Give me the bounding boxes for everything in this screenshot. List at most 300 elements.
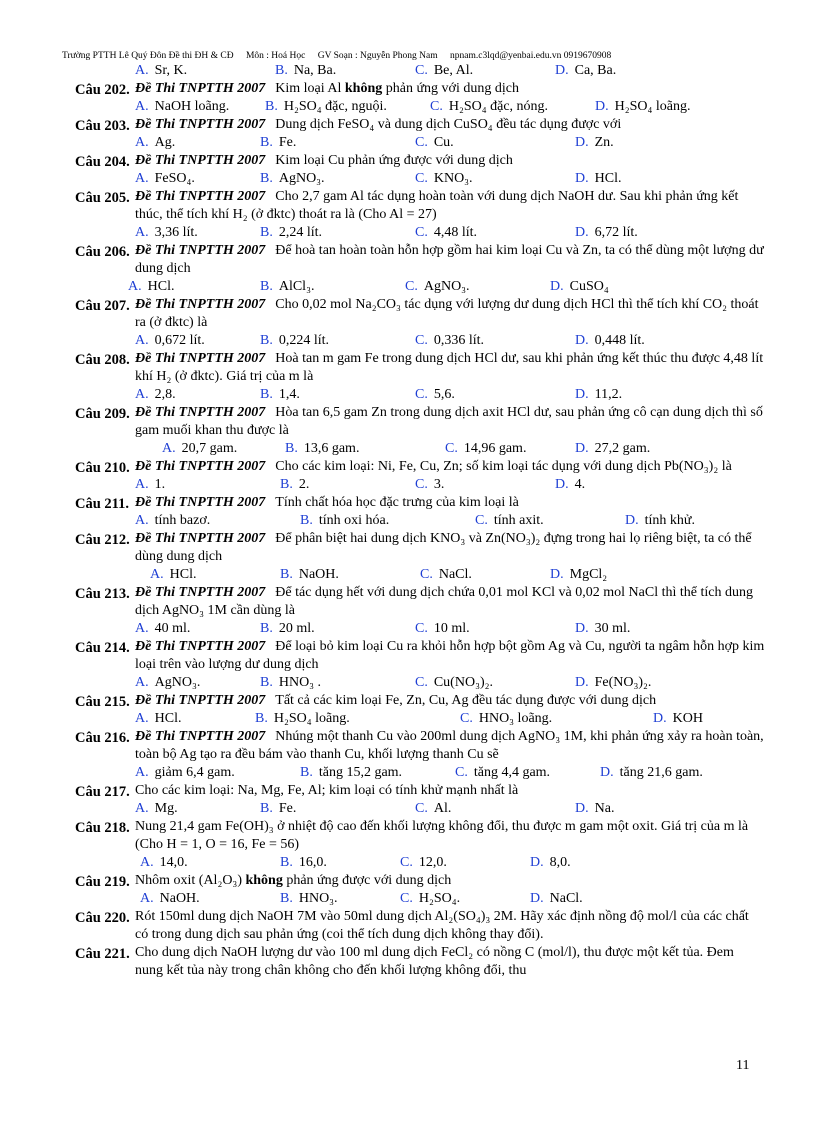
option-d	[575, 440, 650, 458]
option-a	[135, 98, 229, 116]
option-d	[575, 620, 630, 638]
option-letter: B.	[285, 441, 298, 456]
options-row	[135, 854, 765, 872]
option-d	[530, 854, 571, 872]
options-row	[135, 476, 765, 494]
option-text: NaCl.	[438, 567, 472, 582]
option-letter: D.	[575, 171, 589, 186]
option-text: NaOH.	[298, 567, 339, 582]
question-number: Câu 202.	[75, 82, 130, 98]
option-a	[135, 386, 176, 404]
option-a	[162, 440, 237, 458]
question-source: Đề Thi TNPTTH 2007	[135, 81, 266, 96]
option-a	[135, 710, 181, 728]
question-number: Câu 211.	[75, 496, 129, 512]
option-text: 2.	[298, 477, 310, 492]
option-d	[575, 332, 645, 350]
question-number: Câu 215.	[75, 694, 130, 710]
option-d	[575, 674, 651, 692]
option-text: Cu(NO₃)₂.	[433, 675, 493, 690]
option-text: H₂SO₄ loãng.	[273, 711, 350, 726]
question-body: Kim loại Cu phản ứng được với dung dịch	[275, 153, 513, 168]
option-letter: B.	[260, 387, 273, 402]
question-body-post: phản ứng với dung dịch	[385, 81, 519, 96]
question-source: Đề Thi TNPTTH 2007	[135, 153, 266, 168]
option-text: 1.	[154, 477, 166, 492]
option-text: 20 ml.	[278, 621, 315, 636]
option-b	[260, 134, 296, 152]
options-row	[135, 224, 765, 242]
option-letter: D.	[575, 675, 589, 690]
option-text: FeSO₄.	[154, 171, 195, 186]
option-letter: A.	[135, 99, 149, 114]
question-source: Đề Thi TNPTTH 2007	[135, 729, 266, 744]
question-number: Câu 220.	[75, 910, 130, 926]
option-d	[575, 224, 638, 242]
option-text: 40 ml.	[154, 621, 191, 636]
option-d	[625, 512, 695, 530]
option-a	[135, 674, 200, 692]
option-text: tăng 15,2 gam.	[318, 765, 403, 780]
option-letter: A.	[140, 855, 154, 870]
option-c	[460, 710, 552, 728]
question-text	[135, 116, 765, 134]
question-number: Câu 207.	[75, 298, 130, 314]
question-body-pre: Kim loại Al	[275, 81, 342, 96]
question-text	[135, 908, 765, 944]
option-text: MgCl₂	[569, 567, 608, 582]
option-letter: A.	[128, 279, 142, 294]
option-text: HCl.	[147, 279, 175, 294]
option-letter: C.	[415, 387, 428, 402]
question-source: Đề Thi TNPTTH 2007	[135, 531, 266, 546]
option-b	[280, 566, 339, 584]
option-a	[135, 62, 187, 80]
option-letter: A.	[135, 387, 149, 402]
question-body: Để phân biệt hai dung dịch KNO₃ và Zn(NO₃)₂ đựng trong hai lọ riêng biệt, ta có thể dùng dung dịch	[135, 531, 752, 564]
question-source: Đề Thi TNPTTH 2007	[135, 495, 266, 510]
question-text	[135, 350, 765, 386]
option-a	[128, 278, 174, 296]
question-text	[135, 188, 765, 224]
option-text: 16,0.	[298, 855, 327, 870]
option-text: 1,4.	[278, 387, 300, 402]
question-body: Hoà tan m gam Fe trong dung dịch HCl dư, sau khi phản ứng kết thúc thu được 4,48 lít khí H₂ (ở đktc). Giá trị của m là	[135, 351, 764, 384]
option-letter: C.	[455, 765, 468, 780]
question-text	[135, 458, 765, 476]
option-c	[415, 800, 451, 818]
options-row	[135, 134, 765, 152]
question-body-bold: không	[245, 873, 283, 888]
option-text: 2,24 lít.	[278, 225, 323, 240]
options-row	[135, 890, 765, 908]
question-number: Câu 216.	[75, 730, 130, 746]
option-d	[653, 710, 703, 728]
option-text: 8,0.	[549, 855, 571, 870]
question	[75, 188, 765, 242]
option-letter: B.	[260, 279, 273, 294]
option-text: AgNO₃.	[278, 171, 325, 186]
option-text: Fe.	[278, 135, 297, 150]
option-text: Fe.	[278, 801, 297, 816]
option-letter: C.	[445, 441, 458, 456]
option-letter: D.	[575, 387, 589, 402]
question-text	[135, 584, 765, 620]
question-body: Cho các kim loại: Ni, Fe, Cu, Zn; số kim loại tác dụng với dung dịch Pb(NO₃)₂ là	[275, 459, 732, 474]
option-text: 14,0.	[159, 855, 188, 870]
option-c	[415, 674, 493, 692]
option-letter: B.	[275, 63, 288, 78]
question-text	[135, 638, 765, 674]
option-text: 10 ml.	[433, 621, 470, 636]
option-b	[260, 170, 325, 188]
option-letter: C.	[415, 135, 428, 150]
option-text: Mg.	[154, 801, 178, 816]
options-row	[135, 674, 765, 692]
option-text: KNO₃.	[433, 171, 473, 186]
question-source: Đề Thi TNPTTH 2007	[135, 351, 266, 366]
option-c	[455, 764, 550, 782]
option-letter: C.	[415, 225, 428, 240]
option-text: H₂SO₄ đặc, nóng.	[448, 99, 549, 114]
option-text: Zn.	[594, 135, 614, 150]
question	[75, 350, 765, 404]
option-a	[135, 476, 165, 494]
option-d	[575, 170, 621, 188]
option-letter: D.	[555, 477, 569, 492]
option-b	[260, 386, 300, 404]
option-c	[415, 476, 444, 494]
question-source: Đề Thi TNPTTH 2007	[135, 117, 266, 132]
options-row	[135, 512, 765, 530]
option-text: 2,8.	[154, 387, 176, 402]
option-d	[595, 98, 691, 116]
option-letter: C.	[415, 333, 428, 348]
option-text: 5,6.	[433, 387, 455, 402]
question-201-options	[75, 62, 765, 80]
question-number: Câu 214.	[75, 640, 130, 656]
option-letter: B.	[265, 99, 278, 114]
option-text: HCl.	[154, 711, 182, 726]
option-text: 14,96 gam.	[463, 441, 527, 456]
option-letter: D.	[530, 855, 544, 870]
option-letter: B.	[300, 765, 313, 780]
question-body-bold: không	[344, 81, 383, 96]
option-text: 3,36 lít.	[154, 225, 198, 240]
option-letter: D.	[575, 801, 589, 816]
option-text: tính axit.	[493, 513, 544, 528]
question-text	[135, 404, 765, 440]
option-letter: A.	[135, 63, 149, 78]
question	[75, 404, 765, 458]
option-letter: A.	[140, 891, 154, 906]
page-header	[62, 51, 762, 61]
question-text	[135, 242, 765, 278]
option-text: 27,2 gam.	[594, 441, 651, 456]
option-letter: D.	[575, 441, 589, 456]
question	[75, 242, 765, 296]
question-body-pre: Nhôm oxit (Al₂O₃)	[135, 873, 242, 888]
option-text: Ca, Ba.	[574, 63, 617, 78]
option-c	[415, 170, 473, 188]
option-d	[575, 800, 614, 818]
question	[75, 944, 765, 980]
option-b	[300, 512, 389, 530]
option-letter: A.	[135, 621, 149, 636]
options-row	[135, 332, 765, 350]
option-letter: C.	[475, 513, 488, 528]
option-b	[280, 890, 338, 908]
question-number: Câu 208.	[75, 352, 130, 368]
option-text: AlCl₃.	[278, 279, 315, 294]
option-text: HNO₃ .	[278, 675, 322, 690]
option-text: 11,2.	[594, 387, 623, 402]
option-text: NaOH loãng.	[154, 99, 230, 114]
question-text	[135, 494, 765, 512]
option-letter: A.	[135, 135, 149, 150]
option-letter: D.	[550, 279, 564, 294]
option-text: tính oxi hóa.	[318, 513, 390, 528]
option-text: H₂SO₄ đặc, nguội.	[283, 99, 387, 114]
option-letter: A.	[135, 477, 149, 492]
option-letter: C.	[460, 711, 473, 726]
option-b	[300, 764, 402, 782]
question-body: Tất cả các kim loại Fe, Zn, Cu, Ag đều tác dụng được với dung dịch	[275, 693, 657, 708]
question-body: Nung 21,4 gam Fe(OH)₃ ở nhiệt độ cao đến khối lượng không đổi, thu được m gam một oxit. Giá trị của m là (Cho H = 1, O = 16, Fe = 56)	[135, 819, 749, 852]
option-letter: D.	[625, 513, 639, 528]
question-body-post: phản ứng được với dung dịch	[286, 873, 452, 888]
option-letter: A.	[135, 675, 149, 690]
question-body: Để loại bỏ kim loại Cu ra khỏi hỗn hợp bột gồm Ag và Cu, người ta ngâm hỗn hợp kim loại trên vào lượng dư dung dịch	[135, 639, 765, 672]
option-b	[260, 800, 296, 818]
options-row	[128, 278, 765, 296]
option-b	[260, 278, 314, 296]
question-body: Cho dung dịch NaOH lượng dư vào 100 ml dung dịch FeCl₂ có nồng C (mol/l), thu được một kết tủa. Đem nung kết tủa này trong chân không cho đến khối lượng không đổi, thu	[135, 945, 734, 978]
option-text: Ag.	[154, 135, 176, 150]
option-text: Al.	[433, 801, 452, 816]
option-c	[405, 278, 470, 296]
question-text	[135, 818, 765, 854]
option-c	[415, 386, 455, 404]
question	[75, 530, 765, 584]
option-letter: A.	[135, 171, 149, 186]
option-text: HCl.	[169, 567, 197, 582]
option-letter: B.	[280, 567, 293, 582]
option-c	[415, 134, 454, 152]
option-b	[280, 476, 309, 494]
options-row	[135, 800, 765, 818]
options-row	[135, 620, 765, 638]
question-body: Cho 0,02 mol Na₂CO₃ tác dụng với lượng dư dung dịch HCl thì thể tích khí CO₂ thoát ra (ở đktc) là	[135, 297, 759, 330]
option-letter: B.	[260, 675, 273, 690]
option-letter: B.	[280, 477, 293, 492]
option-c	[415, 620, 470, 638]
option-letter: A.	[135, 333, 149, 348]
option-letter: D.	[575, 621, 589, 636]
option-text: H₂SO₄ loãng.	[614, 99, 691, 114]
question-body: Cho 2,7 gam Al tác dụng hoàn toàn với dung dịch NaOH dư. Sau khi phản ứng kết thúc, thể tích khí H₂ (ở đktc) thoát ra là (Cho Al = 27)	[135, 189, 739, 222]
question-number: Câu 203.	[75, 118, 130, 134]
option-text: tính bazơ.	[154, 513, 211, 528]
question-body: Tính chất hóa học đặc trưng của kim loại là	[275, 495, 519, 510]
option-d	[550, 566, 607, 584]
option-letter: A.	[135, 711, 149, 726]
option-letter: B.	[260, 225, 273, 240]
question-text	[135, 692, 765, 710]
option-letter: B.	[280, 855, 293, 870]
option-letter: B.	[260, 135, 273, 150]
option-a	[135, 224, 198, 242]
option-text: 3.	[433, 477, 445, 492]
option-letter: C.	[420, 567, 433, 582]
option-text: Be, Al.	[433, 63, 474, 78]
question-number: Câu 218.	[75, 820, 130, 836]
option-b	[255, 710, 350, 728]
option-letter: C.	[415, 621, 428, 636]
option-text: 20,7 gam.	[181, 441, 238, 456]
option-a	[135, 332, 205, 350]
options-row	[135, 98, 765, 116]
option-c	[445, 440, 526, 458]
option-text: 6,72 lít.	[594, 225, 638, 240]
option-text: HNO₃.	[298, 891, 338, 906]
option-d	[530, 890, 583, 908]
option-text: 0,672 lít.	[154, 333, 205, 348]
option-letter: C.	[415, 171, 428, 186]
question-body: Để hoà tan hoàn toàn hỗn hợp gồm hai kim loại Cu và Zn, ta có thể dùng một lượng dư dung dịch	[135, 243, 764, 276]
question	[75, 782, 765, 818]
question-number: Câu 213.	[75, 586, 130, 602]
options-row	[135, 386, 765, 404]
options-row	[135, 170, 765, 188]
option-text: AgNO₃.	[154, 675, 201, 690]
option-text: H₂SO₄.	[418, 891, 461, 906]
option-b	[285, 440, 359, 458]
option-text: 12,0.	[418, 855, 447, 870]
option-d	[575, 134, 614, 152]
option-text: 30 ml.	[594, 621, 631, 636]
question-number: Câu 205.	[75, 190, 130, 206]
question-text	[135, 152, 765, 170]
option-c	[475, 512, 544, 530]
option-letter: B.	[300, 513, 313, 528]
question-text	[135, 530, 765, 566]
question-body: Để tác dụng hết với dung dịch chứa 0,01 mol KCl và 0,02 mol NaCl thì thể tích dung dịch AgNO₃ 1M cần dùng là	[135, 585, 753, 618]
option-text: HNO₃ loãng.	[478, 711, 553, 726]
question-body: Rót 150ml dung dịch NaOH 7M vào 50ml dung dịch Al₂(SO₄)₃ 2M. Hãy xác định nồng độ mol/l của các chất có trong dung dịch sau phản ứng (coi thể tích dung dịch không thay đổi).	[135, 909, 749, 942]
question-number: Câu 221.	[75, 946, 130, 962]
option-letter: D.	[595, 99, 609, 114]
page-number: 11	[736, 1058, 750, 1073]
option-letter: D.	[575, 333, 589, 348]
question-source: Đề Thi TNPTTH 2007	[135, 243, 266, 258]
option-c	[400, 890, 460, 908]
option-text: AgNO₃.	[423, 279, 470, 294]
question-number: Câu 210.	[75, 460, 130, 476]
option-letter: C.	[430, 99, 443, 114]
option-letter: A.	[150, 567, 164, 582]
question	[75, 584, 765, 638]
option-b	[260, 332, 329, 350]
question-source: Đề Thi TNPTTH 2007	[135, 189, 266, 204]
option-b	[280, 854, 327, 872]
option-letter: D.	[653, 711, 667, 726]
question-source: Đề Thi TNPTTH 2007	[135, 405, 266, 420]
option-b	[265, 98, 387, 116]
question-text	[135, 296, 765, 332]
question-text	[135, 944, 765, 980]
option-b	[260, 674, 321, 692]
question	[75, 692, 765, 728]
option-letter: B.	[280, 891, 293, 906]
options-row	[135, 440, 765, 458]
question-source: Đề Thi TNPTTH 2007	[135, 693, 266, 708]
option-c	[415, 332, 484, 350]
option-letter: B.	[260, 621, 273, 636]
question	[75, 818, 765, 872]
option-letter: D.	[555, 63, 569, 78]
question-body: Dung dịch FeSO₄ và dung dịch CuSO₄ đều tác dụng được với	[275, 117, 622, 132]
question	[75, 908, 765, 944]
option-text: tính khử.	[644, 513, 695, 528]
option-text: tăng 4,4 gam.	[473, 765, 551, 780]
question-text	[135, 80, 765, 98]
option-text: 4,48 lít.	[433, 225, 478, 240]
question	[75, 296, 765, 350]
option-a	[150, 566, 196, 584]
option-text: CuSO₄	[569, 279, 609, 294]
question-number: Câu 204.	[75, 154, 130, 170]
option-letter: C.	[415, 63, 428, 78]
option-d	[555, 62, 616, 80]
option-c	[415, 62, 473, 80]
question	[75, 458, 765, 494]
question-source: Đề Thi TNPTTH 2007	[135, 639, 266, 654]
option-letter: D.	[600, 765, 614, 780]
question	[75, 638, 765, 692]
question-text	[135, 782, 765, 800]
question-source: Đề Thi TNPTTH 2007	[135, 585, 266, 600]
option-text: KOH	[672, 711, 703, 726]
option-text: 0,224 lít.	[278, 333, 330, 348]
question-text	[135, 728, 765, 764]
question-list	[75, 62, 765, 980]
question	[75, 152, 765, 188]
option-letter: A.	[135, 801, 149, 816]
option-letter: C.	[415, 477, 428, 492]
option-text: HCl.	[594, 171, 622, 186]
question-number: Câu 219.	[75, 874, 130, 890]
option-letter: D.	[575, 135, 589, 150]
header-school: Trường PTTH Lê Quý Đôn Đề thi ĐH & CĐ	[62, 51, 234, 61]
option-text: tăng 21,6 gam.	[619, 765, 703, 780]
options-row	[135, 710, 765, 728]
option-d	[575, 386, 622, 404]
option-letter: C.	[405, 279, 418, 294]
header-author: GV Soạn : Nguyễn Phong Nam	[317, 51, 438, 61]
option-letter: B.	[260, 801, 273, 816]
option-text: NaOH.	[159, 891, 200, 906]
option-letter: D.	[550, 567, 564, 582]
option-text: Na.	[594, 801, 615, 816]
option-letter: C.	[415, 675, 428, 690]
options-row	[135, 566, 765, 584]
question-body: Hòa tan 6,5 gam Zn trong dung dịch axit HCl dư, sau phản ứng cô cạn dung dịch thì số gam muối khan thu được là	[135, 405, 763, 438]
question	[75, 494, 765, 530]
option-letter: A.	[135, 765, 149, 780]
option-a	[140, 890, 200, 908]
header-contact: npnam.c3lqd@yenbai.edu.vn 0919670908	[450, 51, 612, 61]
